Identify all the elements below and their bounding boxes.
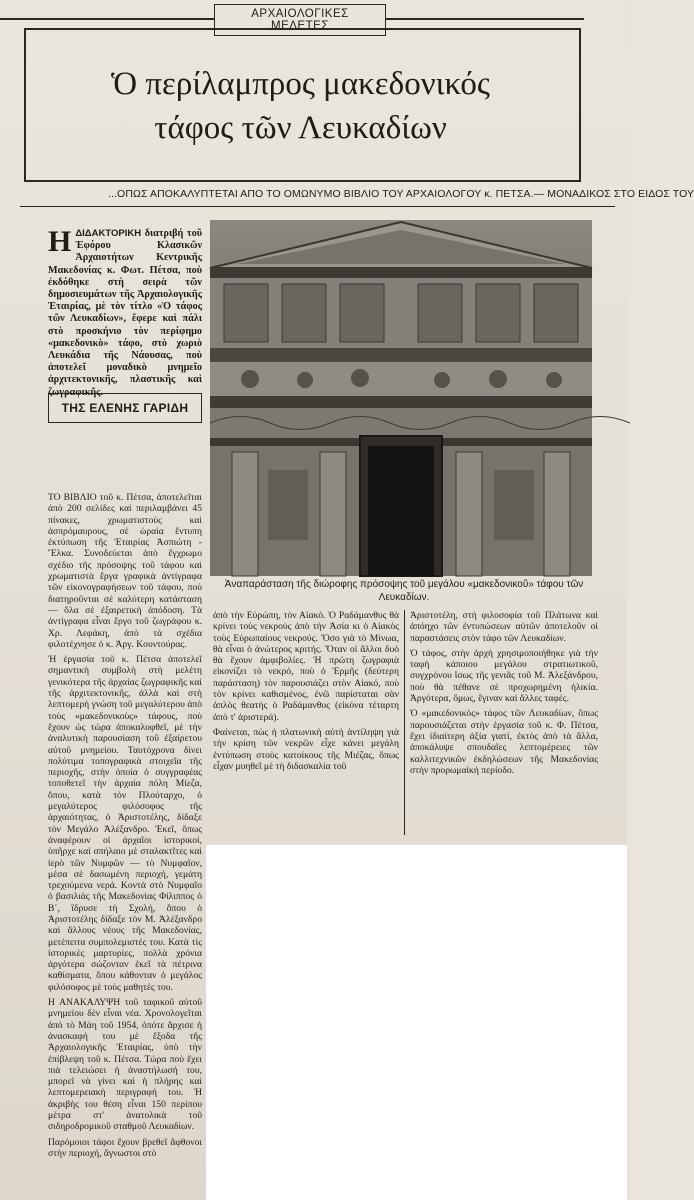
paragraph: Ὁ «μακεδονικὸς» τάφος τῶν Λευκαδίων, ὅπως παρουσιάζεται στὴν ἐργασία τοῦ κ. Φ. Πέτσα, ἔχει ἰδιαίτερη ἀξία γιατί, ἐκτὸς ἀπὸ τὰ ἄλλα, ἀποκάλυψε σπουδαῖες λεπτομέρειες τῶν καλλιτεχνικῶν ἐκδηλώσεων τῆς Μακεδονίας στὴν προρωμαϊκὴ περίοδο. bbox=[410, 708, 598, 776]
article-column-2 bbox=[213, 610, 399, 842]
paragraph: Η ΑΝΑΚΑΛΥΨΗ τοῦ ταφικοῦ αὐτοῦ μνημείου δὲν εἶναι νέα. Χρονολογεῖται ἀπὸ τὸ Μάη τοῦ 1954, ὁπότε ἄρχισε ἡ ἀνασκαφή του μὲ ἔξοδα τῆς Ἀρχαιολογικῆς Ἑταιρίας, ὑπὸ τὴν ἐπίβλεψη τοῦ κ. Πέτσα. Τώρα ποὺ ἔχει πιὰ τελειώσει ἡ ἀναστήλωσή του, μπορεῖ νὰ γίνει καὶ ἡ πλήρης καὶ λεπτομερειακὴ περιγραφή του. Ἡ ἀκριβὴς του θέση εἶναι 150 περίπου μέτρα στ' ἀνατολικὰ τοῦ σιδηροδρομικοῦ σταθμοῦ Λευκαδίων. bbox=[48, 997, 202, 1133]
article-column-1 bbox=[48, 492, 202, 1196]
photo-caption: Ἀναπαράσταση τῆς διώροφης πρόσοψης τοῦ μεγάλου «μακεδονικοῦ» τάφου τῶν Λευκαδίων. bbox=[224, 579, 584, 603]
top-rule-left bbox=[0, 18, 214, 20]
intro-lead-word: ΔΙΔΑΚΤΟΡΙΚΗ bbox=[75, 228, 142, 239]
paragraph: Ἀριστοτέλη, στὴ φιλοσοφία τοῦ Πλάτωνα καὶ ἀπόηχο τῶν ἐντυπώσεων αὐτῶν ἀποτελοῦν οἱ παραστάσεις στὸν τάφο τῶν Λευκαδίων. bbox=[410, 610, 598, 644]
section-label-line2: ΜΕΛΕΤΕΣ bbox=[271, 20, 329, 32]
column-rule bbox=[404, 610, 405, 835]
byline: ΤΗΣ ΕΛΕΝΗΣ ΓΑΡΙΔΗ bbox=[48, 393, 202, 423]
paragraph: Φαίνεται, πὼς ἡ πλατωνικὴ αὐτὴ ἀντίληψη γιὰ τὴν κρίση τῶν νεκρῶν εἶχε κάνει μεγάλη ἐντύπωση στοὺς κατοίκους τῆς Μιέζας, ὅπως εἶχαν μυηθεῖ μὲ τὴ διδασκαλία τοῦ bbox=[213, 726, 399, 772]
article-column-3 bbox=[410, 610, 598, 842]
headline-line2: τάφος τῶν Λευκαδίων bbox=[154, 110, 447, 146]
headline-line1: Ὁ περίλαμπρος μακεδονικός bbox=[111, 66, 490, 102]
blank-area bbox=[206, 845, 627, 1200]
paragraph: ἀπὸ τὴν Εὐρώπη, τὸν Αἰακό. Ὁ Ραδάμανθυς θὰ κρίνει τοὺς νεκροὺς ἀπὸ τὴν Ἀσία κι ὁ Αἰακὸς τοὺς Εὐρωπαίους νεκρούς. Ὅσο γιὰ τὸ Μίνωα, θὰ εἶναι ὁ ἀνώτερος κριτής. Ὅταν οἱ ἄλλοι δυὸ θὰ ἔχουν ἀμφιβολίες. Ἡ πρώτη ζωγραφιὰ εἰκονίζει τὸ νεκρό, ποὺ ὁ Ἑρμῆς (δεύτερη παράσταση) τὸν παρουσιάζει στὸν Αἰακό, ποὺ τὸν κρίνει καθισμένος, ἐνῶ παρίσταται σὰν ἁπλὸς θεατὴς ὁ Ραδάμανθυς (εἰκόνα τέταρτη ἀπὸ τ' ἀριστερά). bbox=[213, 610, 399, 723]
subheadline: ...ΟΠΩΣ ΑΠΟΚΑΛΥΠΤΕΤΑΙ ΑΠΟ ΤΟ ΟΜΩΝΥΜΟ ΒΙΒΛΙΟ ΤΟΥ ΑΡΧΑΙΟΛΟΓΟΥ κ. ΠΕΤΣΑ.— ΜΟΝΑΔΙΚΟΣ ΣΤΟ ΕΙΔΟΣ ΤΟΥ bbox=[108, 188, 694, 200]
paragraph: Ἡ ἐργασία τοῦ κ. Πέτσα ἀποτελεῖ σημαντικὴ συμβολὴ στὴ μελέτη γενικότερα τῆς ἀρχαίας ζωγραφικῆς καὶ τῆς ἀρχιτεκτονικῆς, ἀλλὰ καὶ στὴ λεπτομερὴ γνώση τοῦ μεγαλύτερου ἀπὸ τοὺς «μακεδονικοὺς» τάφους, ποὺ ἔχουν ὡς τώρα ἀποκαλυφθεῖ, μὲ τὴν ἀναλυτικὴ παρουσίαση τοῦ ἐξαίρετου αὐτοῦ μνημείου. Ταυτόχρονα δίνει πολύτιμα τοπογραφικὰ στοιχεῖα τῆς περιοχῆς, στὴν ὁποία ὁ συγγραφέας τοποθετεῖ τὴν ἀρχαία πόλη Μίεζα, ὅπου, κατὰ τὸν Πλούταρχο, ὁ μεγαλύτερος φιλόσοφος τῆς ἀρχαιότητας, ὁ Ἀριστοτέλης, δίδαξε τὸν Μεγάλο Ἀλέξανδρο. Ἐκεῖ, ὅπως ἀναφέρουν οἱ ἀρχαῖοι ἱστορικοί, ὑπῆρχε καὶ σπήλαιο μὲ σταλακτῖτες καὶ ἱερὸ τῶν Νυμφῶν — τὸ Νυμφαῖον, μέσα σὲ δασωμένη περιοχή, γεμάτη τρεχούμενα νερά. Κοντὰ στὸ Νυμφαῖο ὁ βασιλιὰς τῆς Μακεδονίας Φίλιππος ὁ Β΄, ἵδρυσε τὴ Σχολή, ὅπου ὁ Ἀριστοτέλης δίδαξε τὸν Μ. Ἀλέξανδρο καὶ ἄλλους νέους τῆς Μακεδονίας, μετέπειτα συμπολεμιστές του. Κατὰ τὶς ἱστορικὲς μαρτυρίες, πολλὰ χρόνια ἀργότερα σώζονταν ἐκεῖ τὰ πέτρινα καθίσματα, ὅπου κάθονταν ὁ μεγάλος φιλόσοφος μὲ τοὺς μαθητές του. bbox=[48, 654, 202, 993]
drop-cap: Η bbox=[48, 225, 72, 258]
top-rule-right bbox=[384, 18, 584, 20]
tomb-facade-photo bbox=[210, 220, 592, 576]
tomb-facade-illustration bbox=[210, 220, 592, 576]
paragraph: Ὁ τάφος, στὴν ἀρχὴ χρησιμοποιήθηκε γιὰ τὴν ταφὴ κάποιου μεγάλου στρατιωτικοῦ, συγχρόνου ἴσως τῆς γενιᾶς τοῦ Μ. Ἀλεξάνδρου, ποὺ θὰ πέθανε σὲ προχωρημένη ἡλικία. Ἀργότερα, ὅμως, ἔγιναν καὶ ἄλλες ταφές. bbox=[410, 647, 598, 705]
paragraph: Παρόμοιοι τάφοι ἔχουν βρεθεῖ ἄφθονοι στὴν περιοχή, ἄγνωστοι στὸ bbox=[48, 1136, 202, 1159]
intro-text: διατριβή τοῦ Ἐφόρου Κλασικῶν Ἀρχαιοτήτων Κεντρικῆς Μακεδονίας κ. Φωτ. Πέτσα, ποὺ ἐκδόθηκε στὴ σειρὰ τῶν δημοσιευμάτων τῆς Ἀρχαιολογικῆς Ἑταιρίας, μὲ τὸν τίτλο «Ὁ τάφος τῶν Λευκαδίων», ἔφερε καὶ πάλι στὸ προσκήνιο τὸν περίφημο «μακεδονικὸ» τάφο, στὸ χωριὸ Λευκάδια τῆς Νάουσας, ποὺ ἀποτελεῖ μοναδικὸ μνημεῖο ἀρχιτεκτονικῆς, πλαστικῆς καὶ ζωγραφικῆς. bbox=[48, 228, 203, 398]
section-label-line1: ΑΡΧΑΙΟΛΟΓΙΚΕΣ bbox=[251, 8, 349, 20]
subheadline-rule bbox=[20, 206, 615, 207]
article-intro bbox=[48, 225, 203, 399]
headline bbox=[24, 62, 577, 150]
paragraph: ΤΟ ΒΙΒΛΙΟ τοῦ κ. Πέτσα, ἀποτελεῖται ἀπὸ 200 σελίδες καὶ περιλαμβάνει 45 πίνακες, χρωματιστοὺς καὶ ἀσπρόμαυρους, σὲ ὡραία ἔντυπη ἐκτύπωση τῆς Ἑταιρίας Ἀσπιώτη - Ἔλκα. Συνοδεύεται ἀπὸ ἔγχρωμο σχέδιο τῆς πρόσοψης τοῦ τάφου καὶ χρωματιστὰ ἔργα γραφικὰ ἀντίγραφα τῶν εἰκονογραφήσεων τοῦ τάφου, ποὺ διατηροῦνται σὲ καλύτερη κατάσταση — ὅλα σὲ ἐξαιρετικὴ ἀπόδοση. Τὰ ἀντίγραφα εἶναι ἔργο τοῦ ζωγράφου κ. Χρ. Λεφάκη, ἀπὸ τὰ σχέδια φιλοτέχνησε ὁ κ. Ἀργ. Κουντούρας. bbox=[48, 492, 202, 650]
